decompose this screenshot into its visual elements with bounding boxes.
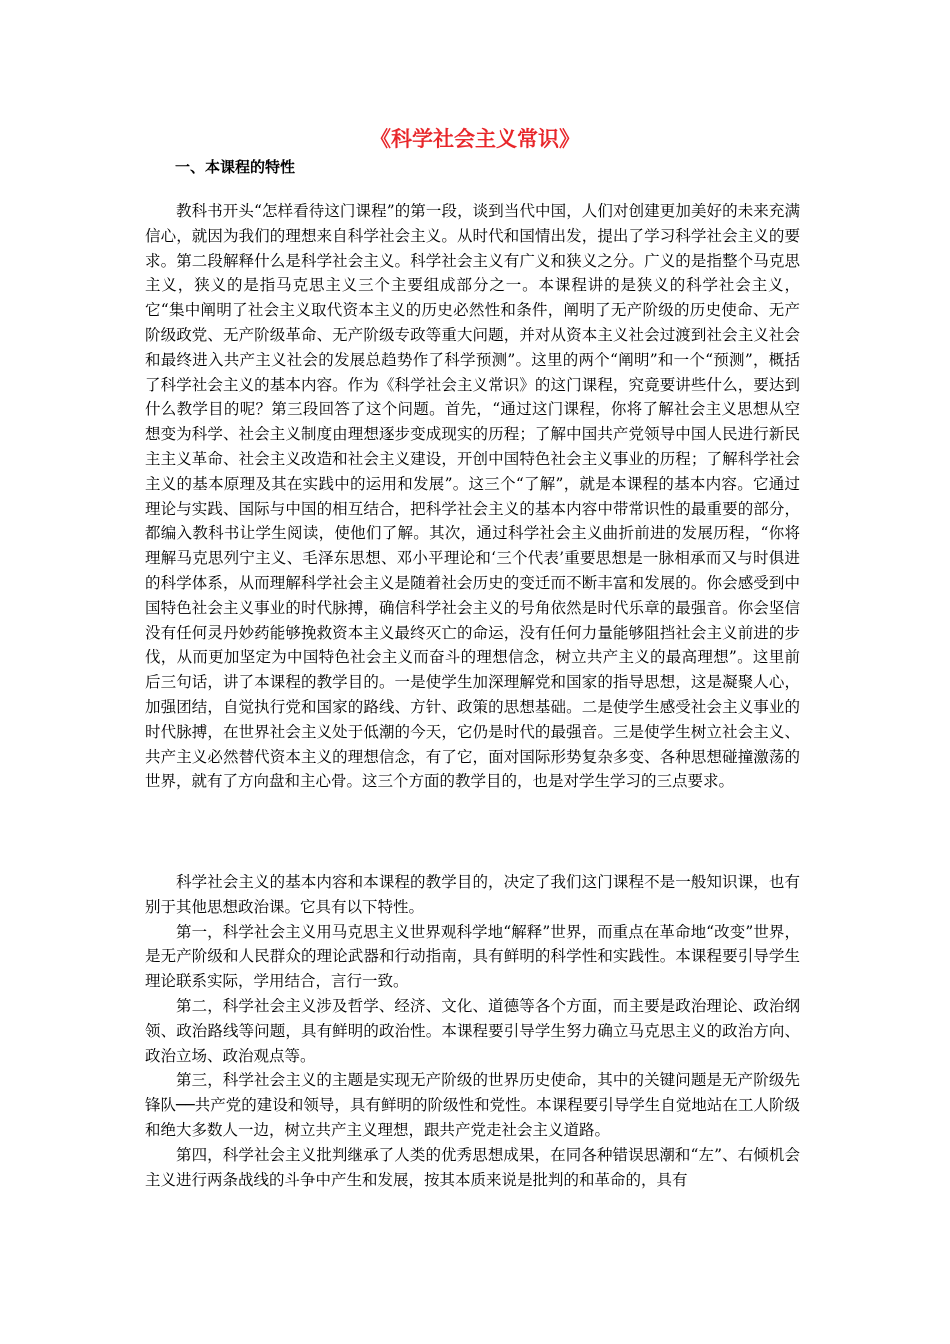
document-title: 《科学社会主义常识》: [370, 126, 580, 151]
section-heading: 一、本课程的特性: [175, 158, 296, 176]
paragraph: 教科书开头“怎样看待这门课程”的第一段，谈到当代中国，人们对创建更加美好的未来充满信心，就因为我们的理想来自科学社会主义。从时代和国情出发，提出了学习科学社会主义的要求。第二段解释什么是科学社会主义。科学社会主义有广义和狭义之分。广义的是指整个马克思主义，狭义的是指马克思主义三个主要组成部分之一。本课程讲的是狭义的科学社会主义，它“集中阐明了社会主义取代资本主义的历史必然性和条件，阐明了无产阶级的历史使命、无产阶级政党、无产阶级革命、无产阶级专政等重大问题，并对从资本主义社会过渡到社会主义社会和最终进入共产主义社会的发展总趋势作了科学预测”。这里的两个“阐明”和一个“预测”，概括了科学社会主义的基本内容。作为《科学社会主义常识》的这门课程，究竟要讲些什么，要达到什么教学目的呢？第三段回答了这个问题。首先，“通过这门课程，你将了解社会主义思想从空想变为科学、社会主义制度由理想逐步变成现实的历程；了解中国共产党领导中国人民进行新民主主义革命、社会主义改造和社会主义建设，开创中国特色社会主义事业的历程；了解科学社会主义的基本原理及其在实践中的运用和发展”。这三个“了解”，就是本课程的基本内容。它通过理论与实践、国际与中国的相互结合，把科学社会主义的基本内容中带常识性的最重要的部分，都编入教科书让学生阅读，使他们了解。其次，通过科学社会主义曲折前进的发展历程，“你将理解马克思列宁主义、毛泽东思想、邓小平理论和‘三个代表’重要思想是一脉相承而又与时俱进的科学体系，从而理解科学社会主义是随着社会历史的变迁而不断丰富和发展的。你会感受到中国特色社会主义事业的时代脉搏，确信科学社会主义的号角依然是时代乐章的最强音。你会坚信没有任何灵丹妙药能够挽救资本主义最终灭亡的命运，没有任何力量能够阻挡社会主义前进的步伐，从而更加坚定为中国特色社会主义而奋斗的理想信念，树立共产主义的最高理想”。这里前后三句话，讲了本课程的教学目的。一是使学生加深理解党和国家的指导思想，这是凝聚人心，加强团结，自觉执行党和国家的路线、方针、政策的思想基础。二是使学生感受社会主义事业的时代脉搏，在世界社会主义处于低潮的今天，它仍是时代的最强音。三是使学生树立社会主义、共产主义必然替代资本主义的理想信念，有了它，面对国际形势复杂多变、各种思想碰撞激荡的世界，就有了方向盘和主心骨。这三个方面的教学目的，也是对学生学习的三点要求。: [145, 202, 800, 791]
paragraph: 第四，科学社会主义批判继承了人类的优秀思想成果，在同各种错误思潮和“左”、右倾机会主义进行两条战线的斗争中产生和发展，按其本质来说是批判的和革命的，具有: [145, 1145, 800, 1189]
paragraph: 第三，科学社会主义的主题是实现无产阶级的世界历史使命，其中的关键问题是无产阶级先锋队──共产党的建设和领导，具有鲜明的阶级性和党性。本课程要引导学生自觉地站在工人阶级和绝大多数人一边，树立共产主义理想，跟共产党走社会主义道路。: [145, 1071, 800, 1139]
paragraph: 第二，科学社会主义涉及哲学、经济、文化、道德等各个方面，而主要是政治理论、政治纲领、政治路线等问题，具有鲜明的政治性。本课程要引导学生努力确立马克思主义的政治方向、政治立场、政治观点等。: [145, 996, 800, 1065]
body-block-2: [145, 870, 800, 1192]
body-block-1: [145, 199, 800, 794]
paragraph: 科学社会主义的基本内容和本课程的教学目的，决定了我们这门课程不是一般知识课，也有别于其他思想政治课。它具有以下特性。: [145, 873, 800, 916]
paragraph: 第一，科学社会主义用马克思主义世界观科学地“解释”世界，而重点在革命地“改变”世界，是无产阶级和人民群众的理论武器和行动指南，具有鲜明的科学性和实践性。本课程要引导学生理论联系实际，学用结合，言行一致。: [145, 922, 800, 991]
